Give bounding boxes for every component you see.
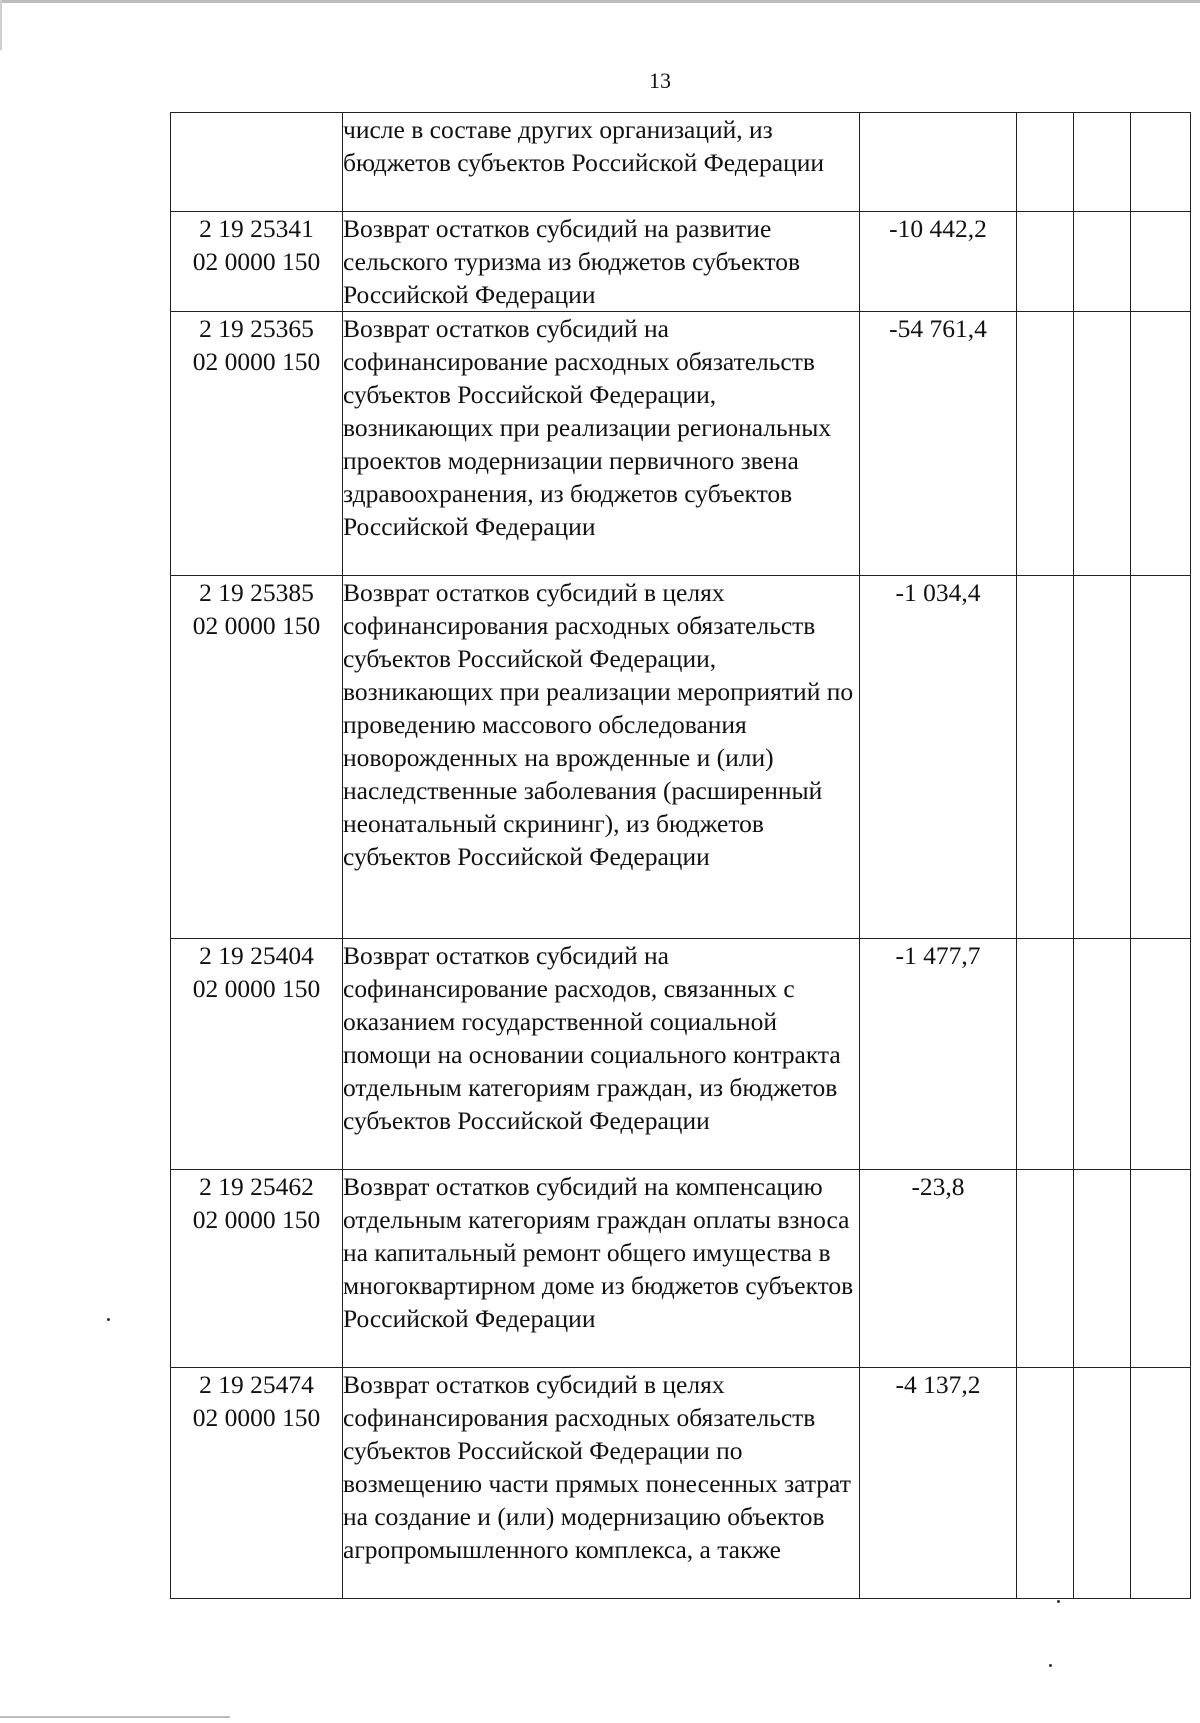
empty-cell	[1017, 1170, 1074, 1368]
empty-cell	[1017, 939, 1074, 1170]
table-row	[171, 576, 1191, 939]
code-line-2: 02 0000 150	[192, 247, 321, 276]
code-cell	[171, 576, 343, 939]
empty-cell	[1131, 113, 1191, 212]
scan-speck	[1049, 1664, 1052, 1667]
amount-cell: -1 477,7	[860, 939, 1017, 1170]
amount-cell: -1 034,4	[860, 576, 1017, 939]
amount-cell: -10 442,2	[860, 212, 1017, 312]
empty-cell	[1017, 576, 1074, 939]
table-row	[171, 312, 1191, 576]
code-line-2: 02 0000 150	[192, 974, 321, 1003]
name-cell: Возврат остатков субсидий на софинансирование расходов, связанных с оказанием государственной социальной помощи на основании социального контракта отдельным категориям граждан, из бюджетов субъектов Российской Федерации	[343, 939, 860, 1170]
empty-cell	[1017, 312, 1074, 576]
scan-edge-left	[0, 0, 2, 50]
name-cell: числе в составе других организаций, из бюджетов субъектов Российской Федерации	[343, 113, 860, 212]
empty-cell	[1074, 1368, 1131, 1599]
code-line-1: 2 19 25365	[199, 314, 314, 343]
empty-cell	[1074, 113, 1131, 212]
code-cell	[171, 312, 343, 576]
name-cell: Возврат остатков субсидий на компенсацию отдельным категориям граждан оплаты взноса на капитальный ремонт общего имущества в многоквартирном доме из бюджетов субъектов Российской Федерации	[343, 1170, 860, 1368]
code-line-2: 02 0000 150	[192, 1403, 321, 1432]
empty-cell	[1074, 212, 1131, 312]
code-cell	[171, 1368, 343, 1599]
scan-speck	[107, 1318, 110, 1321]
empty-cell	[1017, 113, 1074, 212]
amount-cell: -54 761,4	[860, 312, 1017, 576]
amount-cell	[860, 113, 1017, 212]
name-cell: Возврат остатков субсидий в целях софинансирования расходных обязательств субъектов Российской Федерации, возникающих при реализации мероприятий по проведению массового обследования новорожденных на врожденные и (или) наследственные заболевания (расширенный неонатальный скрининг), из бюджетов субъектов Российской Федерации	[343, 576, 860, 939]
code-line-1: 2 19 25474	[199, 1370, 314, 1399]
amount-cell: -23,8	[860, 1170, 1017, 1368]
table-row	[171, 1170, 1191, 1368]
empty-cell	[1131, 1368, 1191, 1599]
name-cell: Возврат остатков субсидий на развитие сельского туризма из бюджетов субъектов Российской Федерации	[343, 212, 860, 312]
empty-cell	[1131, 212, 1191, 312]
name-cell: Возврат остатков субсидий на софинансирование расходных обязательств субъектов Российской Федерации, возникающих при реализации региональных проектов модернизации первичного звена здравоохранения, из бюджетов субъектов Российской Федерации	[343, 312, 860, 576]
code-line-2: 02 0000 150	[192, 1205, 321, 1234]
code-line-1: 2 19 25462	[199, 1172, 314, 1201]
table-row	[171, 1368, 1191, 1599]
table-row	[171, 113, 1191, 212]
code-cell	[171, 212, 343, 312]
budget-table	[170, 112, 1191, 1599]
empty-cell	[1074, 939, 1131, 1170]
code-cell	[171, 113, 343, 212]
code-line-1: 2 19 25385	[199, 578, 314, 607]
code-cell	[171, 1170, 343, 1368]
scan-edge-top	[0, 0, 1200, 3]
code-line-1: 2 19 25404	[199, 941, 314, 970]
code-line-2: 02 0000 150	[192, 347, 321, 376]
code-cell	[171, 939, 343, 1170]
empty-cell	[1017, 1368, 1074, 1599]
empty-cell	[1074, 1170, 1131, 1368]
empty-cell	[1131, 312, 1191, 576]
table-row	[171, 212, 1191, 312]
empty-cell	[1017, 212, 1074, 312]
empty-cell	[1131, 939, 1191, 1170]
table-row	[171, 939, 1191, 1170]
empty-cell	[1074, 576, 1131, 939]
empty-cell	[1074, 312, 1131, 576]
empty-cell	[1131, 1170, 1191, 1368]
scan-speck	[1057, 1600, 1060, 1603]
amount-cell: -4 137,2	[860, 1368, 1017, 1599]
code-line-1: 2 19 25341	[199, 214, 314, 243]
scan-edge-bottom	[0, 1716, 230, 1718]
page-number: 13	[649, 68, 671, 93]
name-cell: Возврат остатков субсидий в целях софинансирования расходных обязательств субъектов Российской Федерации по возмещению части прямых понесенных затрат на создание и (или) модернизацию объектов агропромышленного комплекса, а также	[343, 1368, 860, 1599]
empty-cell	[1131, 576, 1191, 939]
code-line-2: 02 0000 150	[192, 611, 321, 640]
